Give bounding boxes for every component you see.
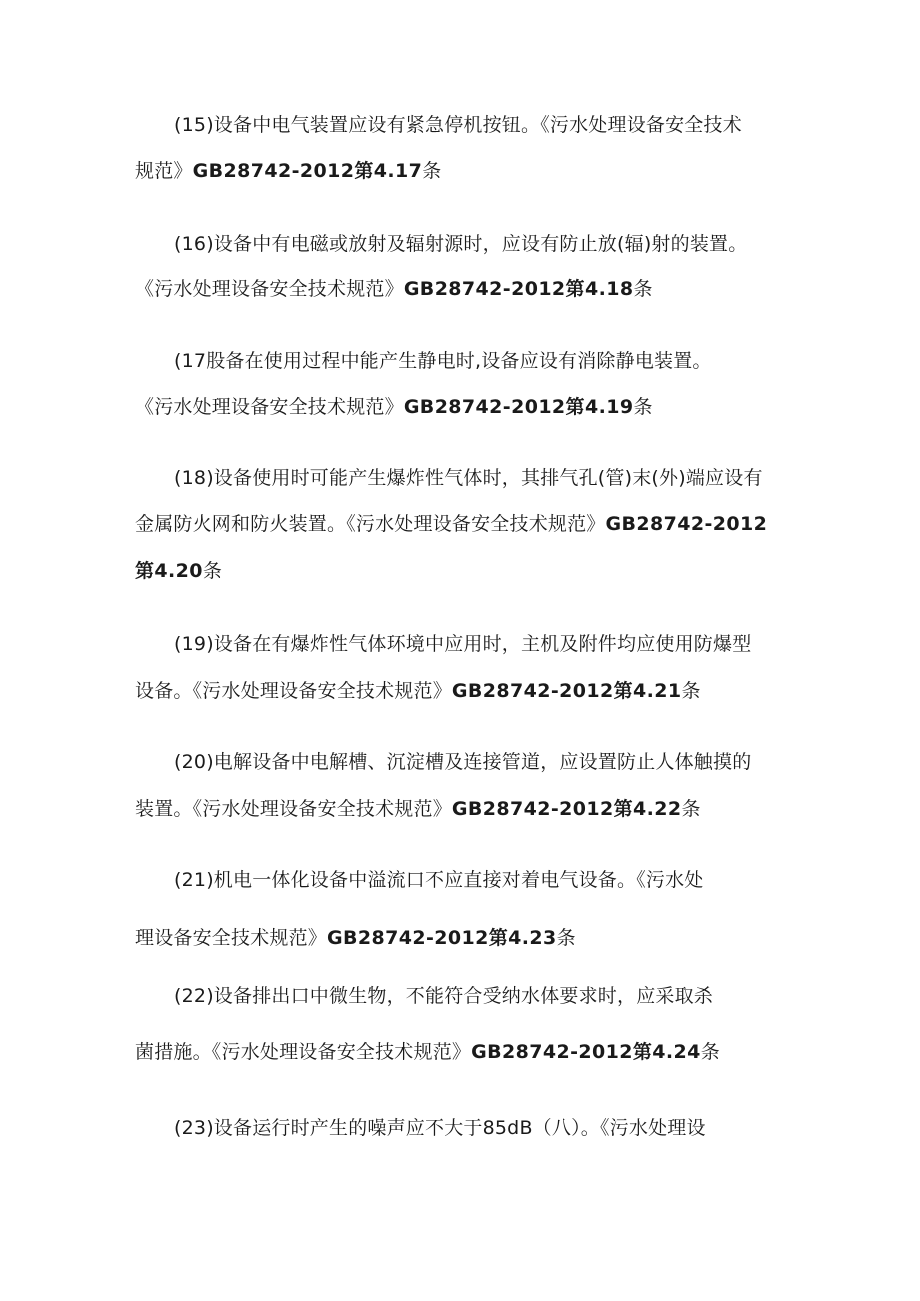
item-18-line-2 [135, 510, 767, 538]
item-23-line-1: (23)设备运行时产生的噪声应不大于85dB（八）。《污水处理设 [174, 1117, 706, 1139]
item-15-line-2 [135, 157, 441, 185]
item-21-line-2 [135, 924, 576, 952]
item-20-line-2 [135, 795, 701, 823]
item-17-line-2 [135, 393, 653, 421]
item-20-text: 装置。《污水处理设备安全技术规范》 [135, 798, 452, 820]
item-18-line-3 [135, 557, 222, 585]
item-15-tail: 条 [422, 160, 442, 182]
item-21-tail: 条 [556, 927, 576, 949]
item-17-standard-ref: GB28742-2012第4.19 [403, 396, 634, 418]
item-21-standard-ref: GB28742-2012第4.23 [327, 927, 557, 949]
item-18-text: 金属防火网和防火装置。《污水处理设备安全技术规范》 [135, 513, 606, 535]
item-17-text: 《污水处理设备安全技术规范》 [135, 396, 404, 418]
item-21-line-1: (21)机电一体化设备中溢流口不应直接对着电气设备。《污水处 [174, 869, 704, 891]
item-19-text: 设备。《污水处理设备安全技术规范》 [135, 680, 452, 702]
item-19-tail: 条 [681, 680, 701, 702]
item-20-line-1: (20)电解设备中电解槽、沉淀槽及连接管道，应设置防止人体触摸的 [174, 751, 752, 773]
item-15-standard-ref: GB28742-2012第4.17 [192, 160, 423, 182]
item-16-tail: 条 [633, 278, 653, 300]
item-18-tail: 条 [202, 560, 223, 582]
item-22-text: 菌措施。《污水处理设备安全技术规范》 [135, 1041, 472, 1063]
item-15-text: 规范》 [135, 160, 193, 182]
item-20-standard-ref: GB28742-2012第4.22 [451, 798, 682, 820]
item-19-line-1: (19)设备在有爆炸性气体环境中应用时，主机及附件均应使用防爆型 [174, 633, 752, 655]
item-16-text: 《污水处理设备安全技术规范》 [135, 278, 404, 300]
item-21-text: 理设备安全技术规范》 [135, 927, 328, 949]
item-22-tail: 条 [700, 1041, 720, 1063]
item-20-tail: 条 [681, 798, 701, 820]
item-22-line-2 [135, 1038, 720, 1066]
item-15-line-1: (15)设备中电气装置应设有紧急停机按钮。《污水处理设备安全技术 [174, 114, 742, 136]
item-22-standard-ref: GB28742-2012第4.24 [471, 1041, 701, 1063]
item-16-line-2 [135, 275, 653, 303]
item-18-clause-ref: 第4.20 [135, 560, 203, 582]
item-22-line-1: (22)设备排出口中微生物，不能符合受纳水体要求时，应采取杀 [174, 985, 714, 1007]
item-17-line-1: (17股备在使用过程中能产生静电时,设备应设有消除静电装置。 [174, 350, 712, 372]
item-18-line-1: (18)设备使用时可能产生爆炸性气体时，其排气孔(管)末(外)端应设有 [174, 467, 763, 489]
item-17-tail: 条 [633, 396, 653, 418]
item-16-standard-ref: GB28742-2012第4.18 [403, 278, 634, 300]
item-19-line-2 [135, 677, 701, 705]
item-19-standard-ref: GB28742-2012第4.21 [451, 680, 682, 702]
item-16-line-1: (16)设备中有电磁或放射及辐射源时，应设有防止放(辐)射的装置。 [174, 233, 748, 255]
item-18-standard-ref: GB28742-2012 [605, 513, 768, 535]
